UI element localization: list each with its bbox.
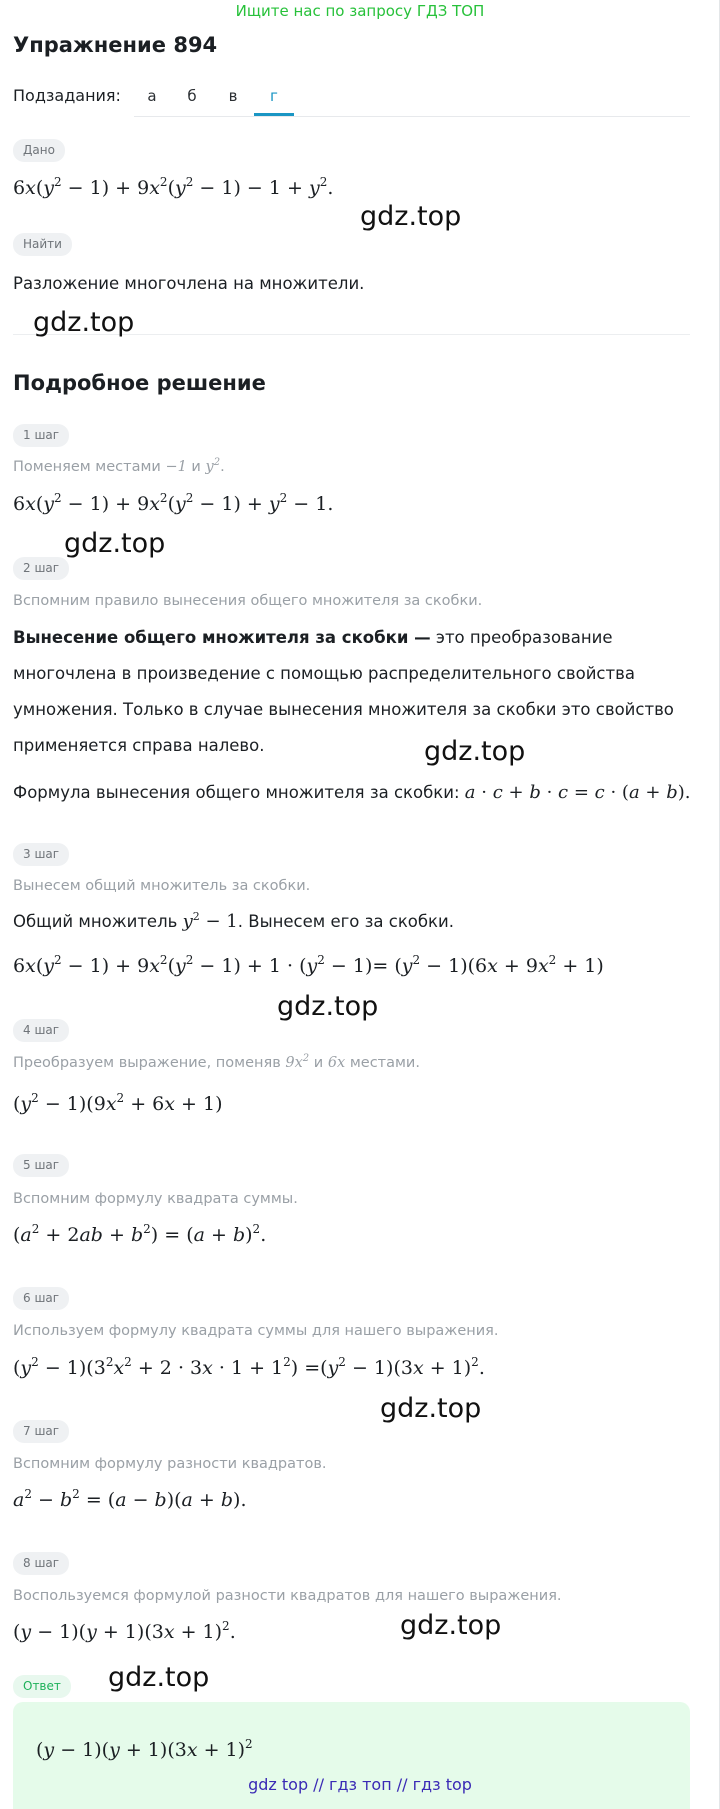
step-2-formula [13,775,693,811]
step-4-hint: Преобразуем выражение, поменяв $9x^2$ и 6x местами. [13,1053,420,1071]
step-6-chip: 6 шаг [13,1287,69,1310]
step-2-definition [13,620,683,764]
answer-chip: Ответ [13,1675,71,1698]
watermark: gdz.top [33,307,135,338]
watermark: gdz.top [108,1662,210,1693]
tab-v[interactable]: в [228,87,238,105]
step-5-hint: Вспомним формулу квадрата суммы. [13,1191,298,1207]
watermark: gdz.top [360,201,462,232]
step-1-expression: $6x(y^2 - 1) + 9x^2(y^2 - 1) + y^2 - 1$. [13,491,334,515]
step-4-chip: 4 шаг [13,1019,69,1042]
definition-term: Вынесение общего множителя за скобки — [13,628,431,647]
watermark: gdz.top [424,736,526,767]
find-chip: Найти [13,233,72,256]
watermark: gdz.top [277,991,379,1022]
step-8-chip: 8 шаг [13,1552,69,1575]
definition-body: это преобразование многочлена в произведение с помощью распределительного свойства умножения. Только в случае вынесения множителя за скобки это свойство применяется справа налево. [13,628,674,755]
find-text: Разложение многочлена на множители. [13,274,365,293]
step-3-hint: Вынесем общий множитель за скобки. [13,878,311,894]
step-7-expression: $a^2 - b^2 = (a - b)(a + b)$. [13,1487,247,1511]
step-3-text-before: Общий множитель [13,912,178,931]
promo-banner[interactable]: Ищите нас по запросу ГДЗ ТОП [235,2,485,20]
footer-links[interactable]: gdz top // гдз топ // гдз top [248,1775,472,1794]
step-6-hint: Используем формулу квадрата суммы для нашего выражения. [13,1323,499,1339]
tab-b[interactable]: б [187,87,197,105]
step-5-expression: $(a^2 + 2ab + b^2) = (a + b)^2$. [13,1222,267,1246]
formula-expression: a · c + b · c = c · (a + b). [464,782,691,803]
subtasks-tabs [134,80,690,117]
tab-a[interactable]: а [147,87,157,105]
step-8-expression: $(y - 1)(y + 1)(3x + 1)^2$. [13,1619,236,1643]
given-chip: Дано [13,139,65,162]
step-1-hint: Поменяем местами −1 и $y^2$. [13,457,225,475]
solution-title: Подробное решение [13,371,266,395]
step-8-hint: Воспользуемся формулой разности квадратов для нашего выражения. [13,1588,562,1604]
tab-g[interactable]: г [254,80,294,116]
page-title: Упражнение 894 [13,33,218,57]
subtasks-label: Подзадания: [13,86,121,105]
step-4-expression: $(y^2 - 1)(9x^2 + 6x + 1)$ [13,1091,223,1115]
step-7-chip: 7 шаг [13,1420,69,1443]
step-2-chip: 2 шаг [13,557,69,580]
watermark: gdz.top [380,1393,482,1424]
watermark: gdz.top [400,1610,502,1641]
step-2-hint: Вспомним правило вынесения общего множителя за скобки. [13,593,483,609]
watermark: gdz.top [64,528,166,559]
step-3-expression: $6x(y^2 - 1) + 9x^2(y^2 - 1) + 1 \cdot (y^2 - 1)= (y^2 - 1)(6x + 9x^2 + 1)$ [13,953,604,977]
step-1-chip: 1 шаг [13,424,69,447]
formula-label: Формула вынесения общего множителя за скобки: [13,783,460,802]
given-expression: $6x(y^2 - 1) + 9x^2(y^2 - 1) - 1 + y^2$. [13,175,334,199]
step-3-inline-math: $y^2 - 1$ [182,910,238,932]
step-5-chip: 5 шаг [13,1154,69,1177]
step-3-text [13,904,693,940]
step-3-text-after: . Вынесем его за скобки. [237,912,454,931]
step-6-expression: $(y^2 - 1)(3^2x^2 + 2 \cdot 3x \cdot 1 + 1^2) =(y^2 - 1)(3x + 1)^2$. [13,1355,485,1379]
step-3-chip: 3 шаг [13,843,69,866]
answer-expression: $(y - 1)(y + 1)(3x + 1)^2$ [36,1737,253,1761]
step-7-hint: Вспомним формулу разности квадратов. [13,1456,327,1472]
